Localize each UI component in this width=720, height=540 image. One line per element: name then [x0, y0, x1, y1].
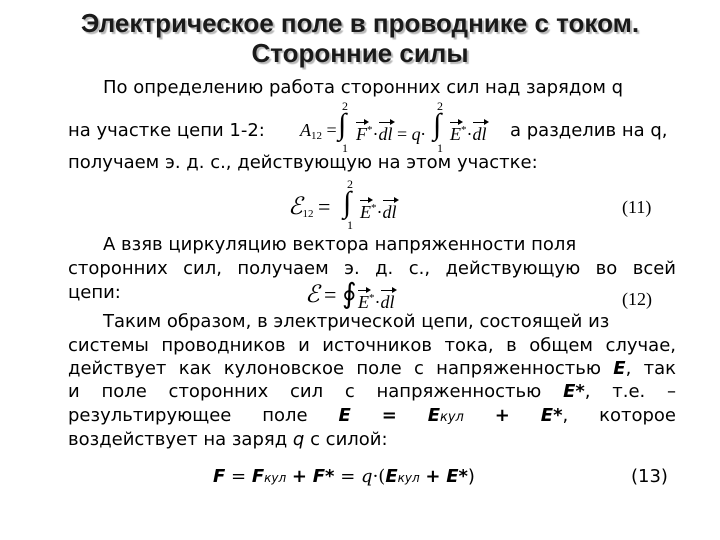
f11-integrand: E*·dl — [360, 202, 397, 222]
para1-line2-end: а разделив на q, — [510, 120, 668, 141]
a12-integrand-2: E*·dl — [450, 124, 487, 144]
f11-upper: 2 — [347, 177, 353, 191]
equation-number-13: (13) — [631, 466, 668, 487]
para2-line2: сторонних сил, получаем э. д. с., действующую во всей — [68, 258, 676, 279]
slide-title-line2: Сторонние силы — [251, 38, 469, 68]
f11-lower: 1 — [347, 218, 353, 232]
a12-int1-upper: 2 — [342, 99, 348, 113]
f12-lhs: ℰ = — [305, 280, 337, 308]
f12-integrand: E*·dl — [358, 292, 395, 312]
para1-line3: получаем э. д. с., действующую на этом участке: — [68, 152, 538, 173]
para1-line2-start: на участке цепи 1-2: — [68, 120, 265, 141]
para3-line2: системы проводников и источников тока, в общем случае, — [68, 335, 676, 356]
a12-lhs: $A_{12}$ = — [300, 120, 337, 142]
para1-line1: По определению работа сторонних сил над зарядом q — [103, 77, 624, 98]
para3-line1: Таким образом, в электрической цепи, состоящей из — [103, 311, 610, 332]
para3-line4: и поле сторонних сил с напряженностью E*, т.е. – — [68, 381, 676, 402]
para3-line5: результирующее поле E = Eкул + E*, которое — [68, 405, 677, 426]
equation-number-12: (12) — [622, 289, 652, 309]
para2-line1: А взяв циркуляцию вектора напряженности поля — [103, 234, 577, 255]
a12-int2-lower: 1 — [437, 141, 443, 155]
a12-integrand-1: F*·dl = q· — [356, 124, 426, 144]
a12-int2-upper: 2 — [437, 99, 443, 113]
para2-line3: цепи: — [68, 282, 121, 303]
f11-lhs: ℰ$_{12}$ = — [288, 192, 331, 220]
para3-line6: воздействует на заряд q с силой: — [68, 429, 388, 450]
a12-integral-1: ∫ — [338, 108, 347, 141]
f12-contour-integral: ∮ — [342, 279, 357, 310]
f11-integral: ∫ — [343, 186, 352, 219]
slide-title-line1: Электрическое поле в проводнике с током. — [80, 8, 640, 38]
a12-integral-2: ∫ — [433, 108, 442, 141]
equation-number-11: (11) — [622, 197, 652, 217]
a12-int1-lower: 1 — [342, 141, 348, 155]
formula-13: F = Fкул + F* = q·(Eкул + E*) — [213, 466, 475, 487]
para3-line3: действует как кулоновское поле с напряженностью E, так — [68, 358, 676, 379]
